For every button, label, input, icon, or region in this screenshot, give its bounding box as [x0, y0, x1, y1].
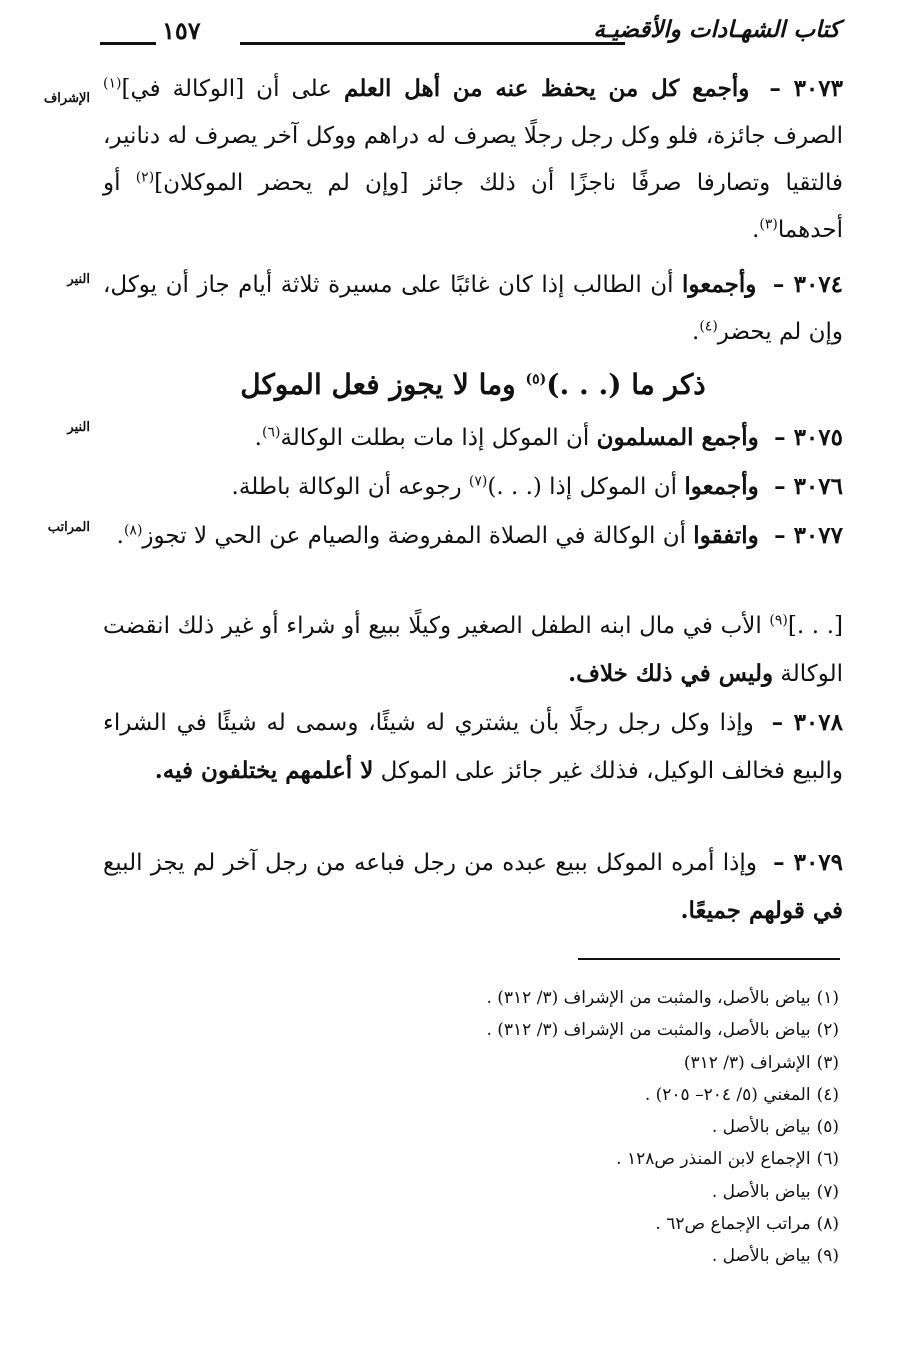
footnote-number: (١)	[816, 988, 839, 1008]
section-heading	[103, 363, 843, 407]
footnote-item	[99, 1208, 839, 1240]
paragraph-text: [. . .]	[787, 613, 843, 639]
margin-source-nayyir: النير	[67, 272, 90, 287]
footnote-item	[99, 1240, 839, 1272]
paragraph-text: .	[254, 425, 262, 451]
footnote-text: الإجماع لابن المنذر ص١٢٨ .	[616, 1149, 811, 1170]
paragraph-text: الأب في مال ابنه الطفل الصغير وكيلًا ببيع أو شراء أو غير ذلك انقضت الوكالة	[103, 613, 843, 687]
margin-source-maratib: المراتب	[47, 520, 90, 535]
footnote-number: (٤)	[816, 1084, 839, 1105]
footnote-ref: (٧)	[468, 473, 488, 490]
paragraph-text: وإذا أمره الموكل ببيع عبده من رجل فباعه من رجل آخر لم يجز البيع	[103, 850, 757, 876]
paragraph-text: .	[692, 319, 700, 345]
footnote-number: (٢)	[816, 1020, 839, 1041]
paragraph-3077	[103, 512, 843, 560]
footnote-item	[99, 982, 839, 1014]
footnote-number: (٥)	[816, 1117, 839, 1138]
footnote-text: الإشراف (٣/ ٣١٢)	[683, 1052, 811, 1073]
issue-number: ٣٠٧٨ –	[771, 709, 843, 736]
bold-phrase: وأجمع كل من يحفظ عنه من أهل العلم	[344, 75, 750, 102]
footnote-number: (٧)	[816, 1181, 839, 1202]
bold-phrase: واتفقوا	[693, 522, 759, 549]
issue-number: ٣٠٧٦ –	[774, 473, 843, 500]
paragraph-text: .	[116, 523, 124, 549]
footnote-item	[99, 1176, 839, 1208]
page-number: ١٥٧	[162, 16, 201, 45]
heading-text: ذكر ما (. . .)	[546, 368, 706, 401]
paragraph-text: أن الوكالة في الصلاة المفروضة والصيام عن الحي لا تجوز	[142, 523, 686, 549]
issue-number: ٣٠٧٧ –	[774, 522, 843, 549]
paragraph-3078	[103, 699, 843, 795]
header-rule-left	[100, 42, 156, 45]
paragraph-text: الصرف جائزة، فلو وكل رجل رجلًا يصرف له دراهم ووكل آخر يصرف له دنانير، فالتقيا وتصارفا صرفًا ناجزًا أن ذلك جائز [وإن لم يحضر الموكلان]	[103, 123, 844, 196]
footnote-number: (٨)	[816, 1214, 839, 1235]
footnote-text: بياض بالأصل .	[711, 1181, 811, 1202]
margin-source-ishraf: الإشراف	[43, 91, 90, 106]
footnote-ref: (٤)	[699, 318, 718, 335]
footnote-ref: (٥)	[525, 371, 547, 388]
footnote-text: بياض بالأصل .	[711, 1246, 811, 1267]
paragraph-3076	[103, 463, 843, 511]
footnote-item	[99, 1079, 839, 1111]
paragraph-3074	[103, 261, 843, 356]
bold-phrase: وأجمعوا	[682, 271, 757, 298]
bold-phrase: وأجمع المسلمون	[596, 424, 759, 451]
bold-phrase: وليس في ذلك خلاف.	[568, 660, 774, 687]
paragraph-unnumbered	[103, 603, 843, 698]
footnote-ref: (٩)	[769, 612, 788, 629]
bold-phrase: لا أعلمهم يختلفون فيه.	[154, 757, 374, 784]
header-rule-right	[240, 42, 625, 45]
footnote-text: بياض بالأصل .	[711, 1117, 811, 1138]
footnote-number: (٣)	[816, 1052, 839, 1073]
issue-number: ٣٠٧٣ –	[769, 75, 843, 102]
paragraph-text: رجوعه أن الوكالة باطلة.	[231, 474, 462, 500]
footnote-text: بياض بالأصل، والمثبت من الإشراف (٣/ ٣١٢) .	[486, 1020, 811, 1041]
footnote-item	[99, 1143, 839, 1175]
bold-phrase: في قولهم جميعًا.	[680, 897, 843, 924]
issue-number: ٣٠٧٤ –	[772, 271, 844, 298]
footnote-text: مراتب الإجماع ص٦٢ .	[655, 1214, 811, 1235]
margin-source-nayyir-2: النير	[67, 420, 90, 435]
footnote-ref: (٨)	[123, 522, 143, 539]
footnote-ref: (٢)	[135, 169, 155, 186]
footnotes	[99, 982, 839, 1273]
paragraph-text: أن الموكل إذا مات بطلت الوكالة	[280, 425, 590, 451]
paragraph-text: وإذا وكل رجل رجلًا بأن يشتري له شيئًا، وسمى له شيئًا في الشراء والبيع فخالف الوكيل، فذلك غير جائز على الموكل	[103, 710, 843, 784]
footnote-separator	[578, 958, 840, 960]
paragraph-text: أن الموكل إذا (. . .)	[487, 474, 678, 500]
footnote-item	[99, 1111, 839, 1143]
paragraph-text: .	[752, 217, 760, 243]
paragraph-3079	[103, 839, 843, 935]
paragraph-3073	[103, 65, 843, 254]
header-title: كتاب الشهـادات والأقضيـة	[593, 16, 840, 43]
footnote-item	[99, 1014, 839, 1046]
paragraph-3075	[103, 414, 843, 462]
footnote-number: (٩)	[816, 1246, 839, 1267]
issue-number: ٣٠٧٥ –	[774, 424, 843, 451]
footnote-ref: (٦)	[261, 424, 281, 441]
footnote-ref: (٣)	[759, 216, 778, 233]
footnote-text: المغني (٥/ ٢٠٤– ٢٠٥) .	[644, 1084, 811, 1105]
footnote-item	[99, 1047, 839, 1079]
heading-text: وما لا يجوز فعل الموكل	[240, 368, 516, 401]
footnote-number: (٦)	[816, 1149, 839, 1170]
paragraph-text: أن الطالب إذا كان غائبًا على مسيرة ثلاثة أيام جاز أن يوكل، وإن لم يحضر	[103, 272, 843, 345]
footnote-text: بياض بالأصل، والمثبت من الإشراف (٣/ ٣١٢) .	[486, 988, 811, 1008]
paragraph-text: أو أحدهما	[103, 170, 843, 243]
footnote-ref: (١)	[103, 75, 122, 92]
paragraph-text: على أن [الوكالة في]	[121, 76, 332, 102]
bold-phrase: وأجمعوا	[684, 473, 759, 500]
running-header	[100, 14, 840, 54]
issue-number: ٣٠٧٩ –	[773, 849, 844, 876]
